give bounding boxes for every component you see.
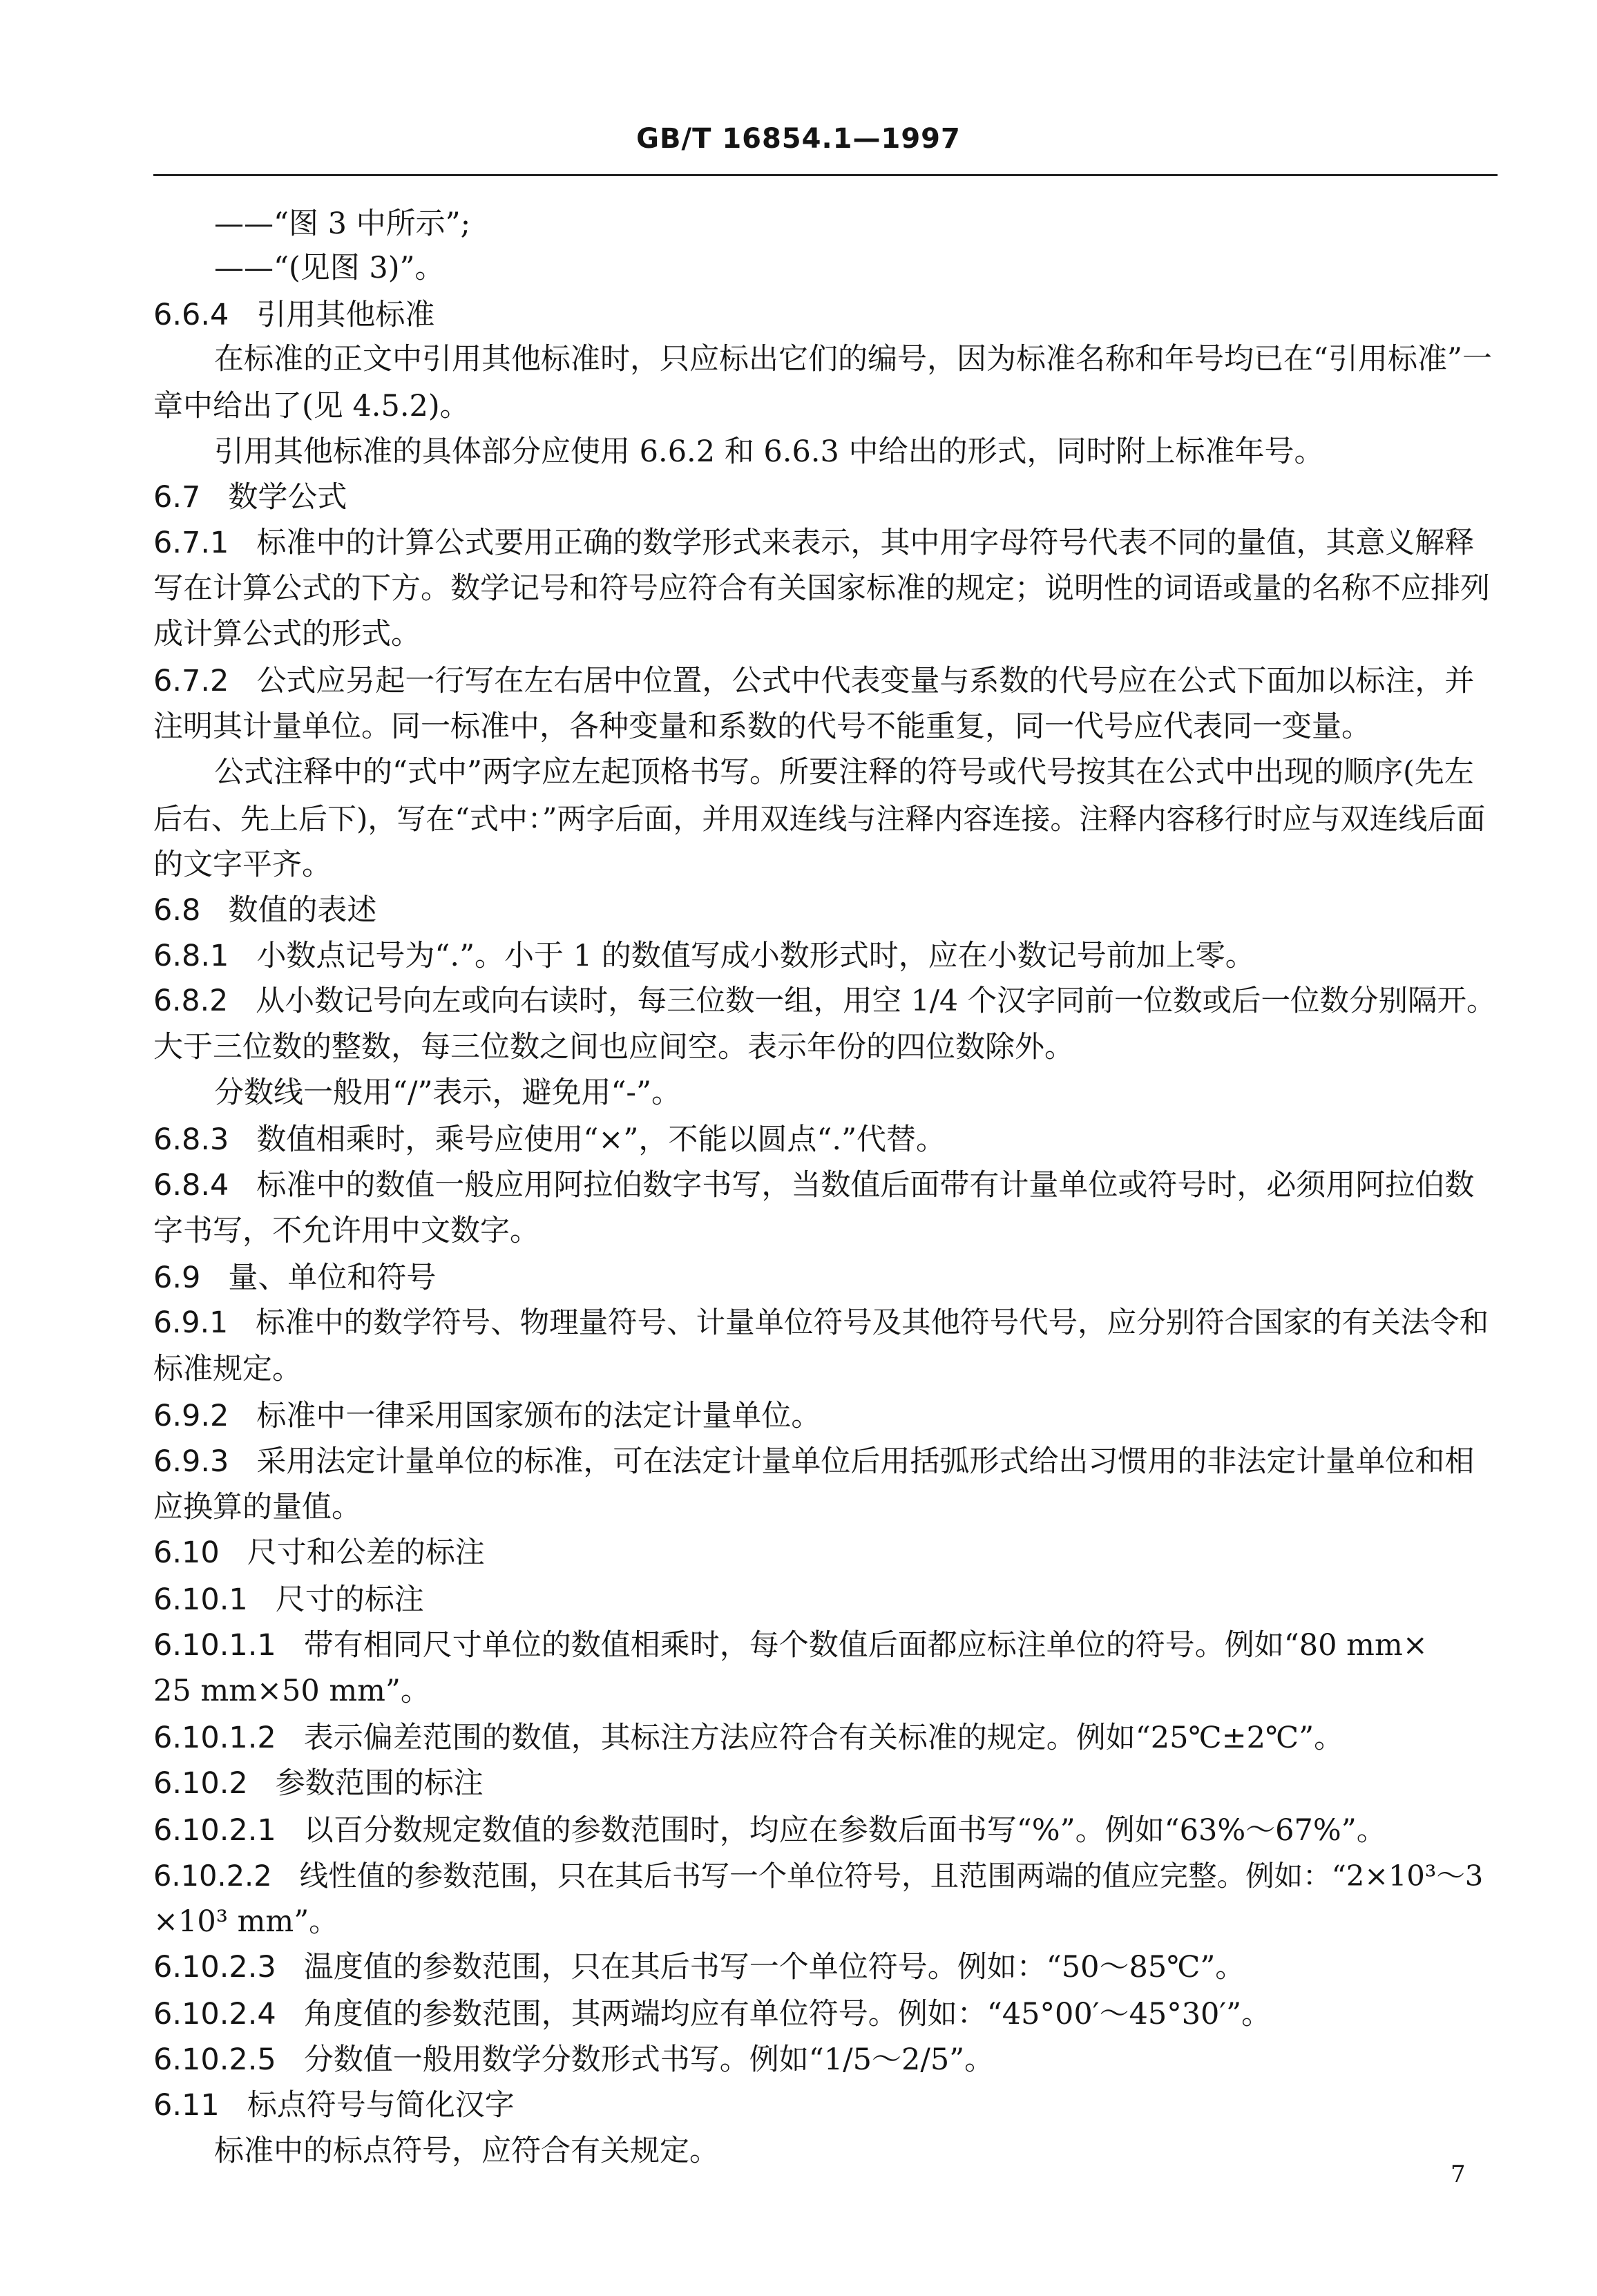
text-line: 的文字平齐。 — [153, 848, 332, 882]
standard-code-header: GB/T 16854.1—1997 — [636, 123, 961, 155]
text-line: ×10³ mm”。 — [153, 1904, 339, 1939]
section-heading: 6.8.2 从小数记号向左或向右读时，每三位数一组，用空 1/4 个汉字同前一位数或后一位数分别隔开。 — [153, 984, 1496, 1018]
section-number: 6.10.2 — [153, 1766, 248, 1801]
section-number: 6.8.1 — [153, 939, 229, 973]
section-number: 6.10.2.1 — [153, 1813, 276, 1848]
section-number: 6.7.2 — [153, 664, 229, 698]
section-number: 6.10.2.5 — [153, 2043, 276, 2077]
text-line: 标准中的标点符号，应符合有关规定。 — [214, 2134, 719, 2168]
section-number: 6.7 — [153, 480, 201, 515]
section-heading: 6.10.1.2 表示偏差范围的数值，其标注方法应符合有关标准的规定。例如“25℃±2℃”。 — [153, 1721, 1344, 1755]
text-line: 字书写，不允许用中文数字。 — [153, 1214, 539, 1248]
section-number: 6.9.2 — [153, 1399, 229, 1433]
section-heading: 6.10.2.4 角度值的参数范围，其两端均应有单位符号。例如：“45°00′～45°30′”。 — [153, 1997, 1272, 2031]
section-number: 6.9.1 — [153, 1306, 229, 1340]
text-line: ——“图 3 中所示”; — [214, 207, 471, 241]
section-heading: 6.8.4 标准中的数值一般应用阿拉伯数字书写，当数值后面带有计量单位或符号时，必须用阿拉伯数 — [153, 1168, 1475, 1203]
section-number: 6.10.1 — [153, 1582, 248, 1617]
section-number: 6.10.2.3 — [153, 1950, 276, 1984]
section-heading: 6.10 尺寸和公差的标注 — [153, 1536, 485, 1570]
section-number: 6.8.2 — [153, 984, 229, 1018]
text-line: 后右、先上后下)，写在“式中：”两字后面，并用双连线与注释内容连接。注释内容移行时应与双连线后面 — [153, 802, 1486, 836]
text-line: 成计算公式的形式。 — [153, 617, 421, 651]
page-number: 7 — [1451, 2161, 1466, 2188]
section-heading: 6.10.2.3 温度值的参数范围，只在其后书写一个单位符号。例如：“50～85℃”。 — [153, 1950, 1245, 1984]
section-heading: 6.11 标点符号与简化汉字 — [153, 2088, 515, 2123]
section-number: 6.6.4 — [153, 298, 229, 332]
section-heading: 6.7.1 标准中的计算公式要用正确的数学形式来表示，其中用字母符号代表不同的量值，其意义解释 — [153, 526, 1475, 560]
section-heading: 6.8 数值的表述 — [153, 893, 377, 928]
text-line: 标准规定。 — [153, 1352, 302, 1386]
section-number: 6.8.4 — [153, 1168, 229, 1203]
text-line: 25 mm×50 mm”。 — [153, 1674, 430, 1708]
text-line: 在标准的正文中引用其他标准时，只应标出它们的编号，因为标准名称和年号均已在“引用标准”一 — [214, 342, 1492, 376]
section-number: 6.8.3 — [153, 1122, 229, 1157]
section-number: 6.7.1 — [153, 526, 229, 560]
section-number: 6.9.3 — [153, 1444, 229, 1479]
section-number: 6.8 — [153, 893, 201, 928]
section-heading: 6.6.4 引用其他标准 — [153, 298, 435, 332]
text-line: 分数线一般用“/”表示，避免用“-”。 — [214, 1075, 681, 1110]
section-heading: 6.10.2.2 线性值的参数范围，只在其后书写一个单位符号，且范围两端的值应完整。例如：“2×10³～3 — [153, 1859, 1484, 1893]
text-line: 章中给出了(见 4.5.2)。 — [153, 389, 470, 423]
text-line: 大于三位数的整数，每三位数之间也应间空。表示年份的四位数除外。 — [153, 1030, 1074, 1064]
section-heading: 6.9.3 采用法定计量单位的标准，可在法定计量单位后用括弧形式给出习惯用的非法定计量单位和相 — [153, 1444, 1475, 1479]
section-heading: 6.7 数学公式 — [153, 480, 347, 515]
section-number: 6.10.2.4 — [153, 1997, 276, 2031]
section-heading: 6.10.2 参数范围的标注 — [153, 1766, 484, 1801]
section-number: 6.10 — [153, 1536, 220, 1570]
section-heading: 6.9.1 标准中的数学符号、物理量符号、计量单位符号及其他符号代号，应分别符合国家的有关法令和 — [153, 1306, 1489, 1340]
section-number: 6.9 — [153, 1261, 201, 1295]
text-line: 注明其计量单位。同一标准中，各种变量和系数的代号不能重复，同一代号应代表同一变量。 — [153, 709, 1371, 744]
text-line: 写在计算公式的下方。数学记号和符号应符合有关国家标准的规定；说明性的词语或量的名称不应排列 — [153, 571, 1490, 606]
text-line: ——“(见图 3)”。 — [214, 251, 445, 285]
text-line: 应换算的量值。 — [153, 1490, 361, 1524]
text-line: 公式注释中的“式中”两字应左起顶格书写。所要注释的符号或代号按其在公式中出现的顺序(先左 — [214, 755, 1474, 790]
section-number: 6.11 — [153, 2088, 220, 2123]
section-heading: 6.8.3 数值相乘时，乘号应使用“×”，不能以圆点“.”代替。 — [153, 1122, 946, 1157]
header-rule — [153, 174, 1498, 176]
section-heading: 6.10.1 尺寸的标注 — [153, 1582, 424, 1617]
section-number: 6.10.1.2 — [153, 1721, 276, 1755]
section-heading: 6.10.1.1 带有相同尺寸单位的数值相乘时，每个数值后面都应标注单位的符号。例如“80 mm× — [153, 1628, 1428, 1663]
text-line: 引用其他标准的具体部分应使用 6.6.2 和 6.6.3 中给出的形式，同时附上标准年号。 — [214, 434, 1324, 469]
section-heading: 6.7.2 公式应另起一行写在左右居中位置，公式中代表变量与系数的代号应在公式下面加以标注，并 — [153, 664, 1475, 698]
section-heading: 6.10.2.5 分数值一般用数学分数形式书写。例如“1/5～2/5”。 — [153, 2043, 995, 2077]
section-number: 6.10.1.1 — [153, 1628, 276, 1663]
section-number: 6.10.2.2 — [153, 1859, 272, 1893]
section-heading: 6.9 量、单位和符号 — [153, 1261, 437, 1295]
section-heading: 6.8.1 小数点记号为“.”。小于 1 的数值写成小数形式时，应在小数记号前加上零。 — [153, 939, 1255, 973]
section-heading: 6.10.2.1 以百分数规定数值的参数范围时，均应在参数后面书写“%”。例如“63%～67%”。 — [153, 1813, 1386, 1848]
section-heading: 6.9.2 标准中一律采用国家颁布的法定计量单位。 — [153, 1399, 821, 1433]
